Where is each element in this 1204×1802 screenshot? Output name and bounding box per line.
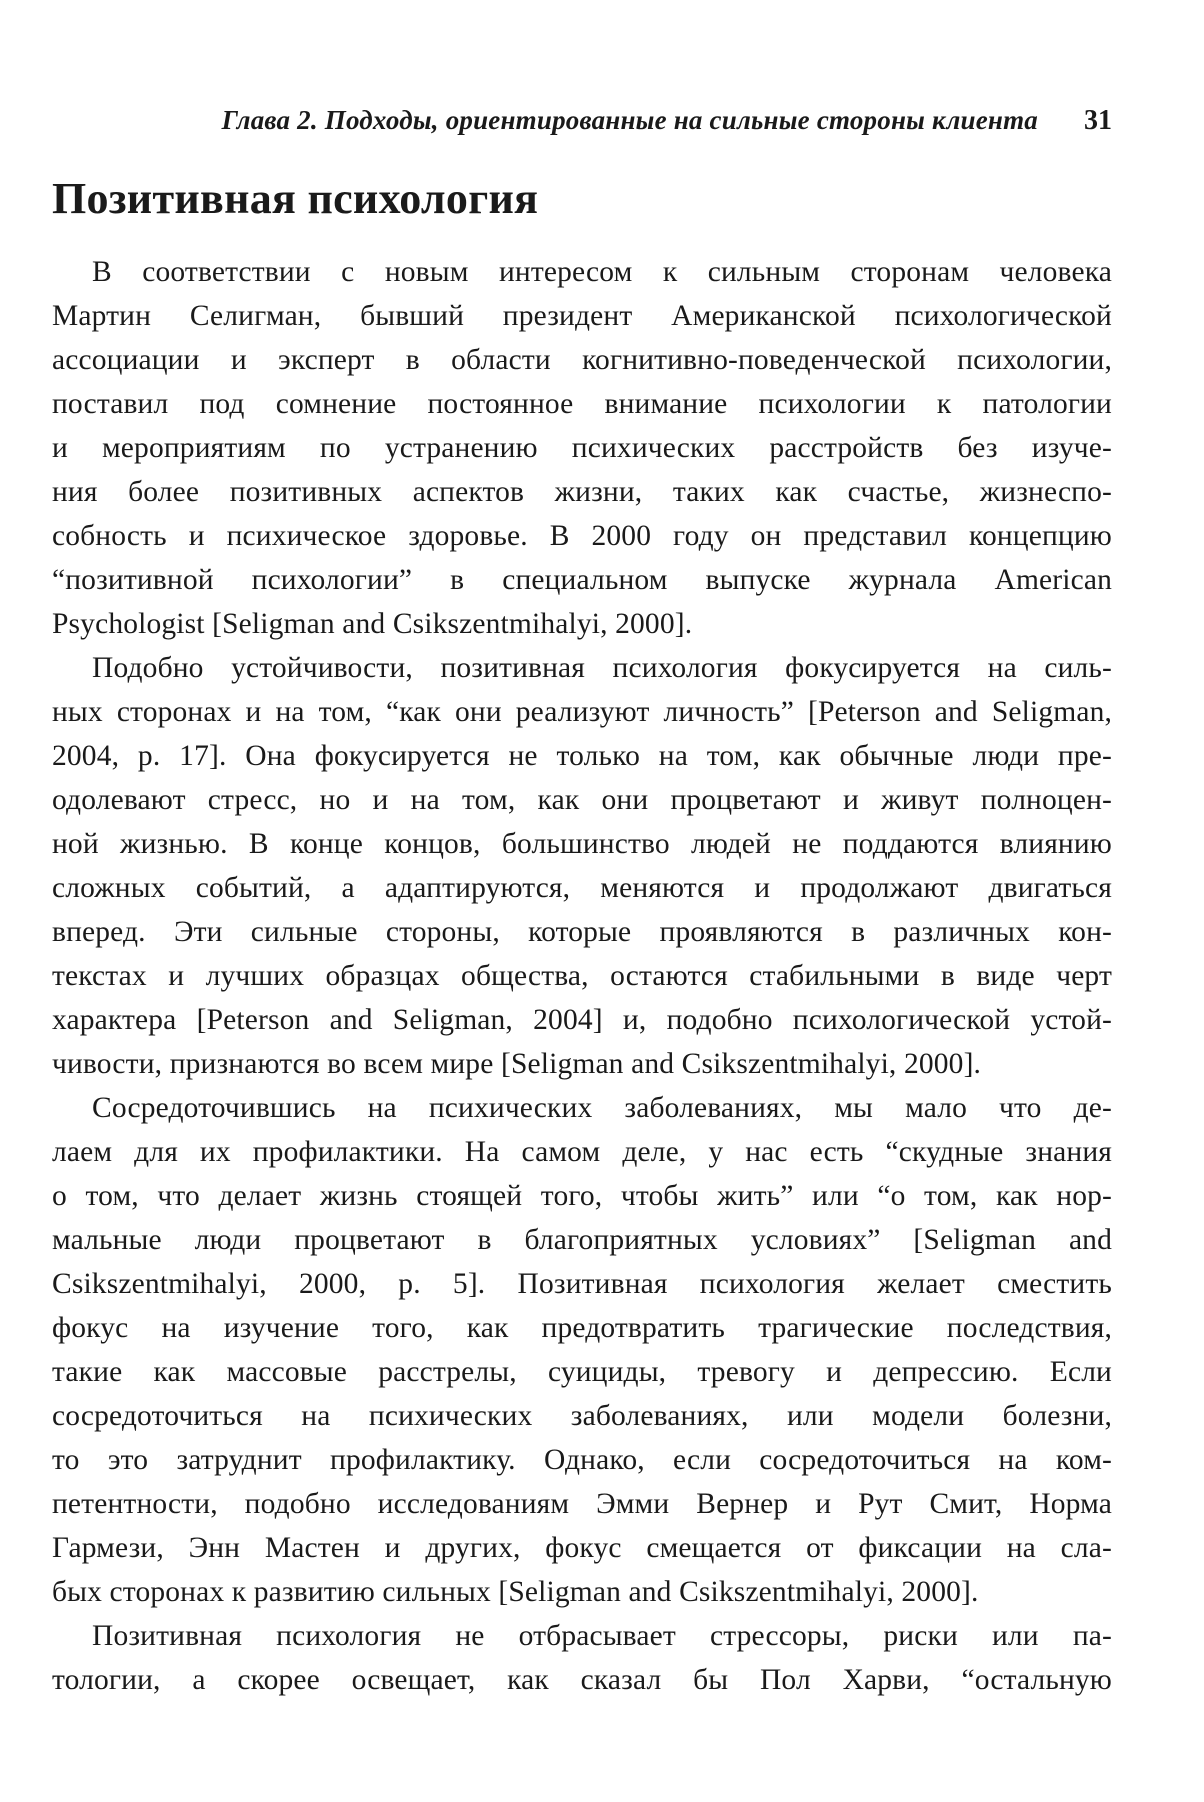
text-line: то это затруднит профилактику. Однако, если сосредоточиться на ком- xyxy=(52,1444,1112,1476)
text-line: мальные люди процветают в благоприятных условиях” [Seligman and xyxy=(52,1224,1112,1256)
text-line: Гармези, Энн Мастен и других, фокус смещается от фиксации на сла- xyxy=(52,1532,1112,1564)
text-line: и мероприятиям по устранению психических расстройств без изуче- xyxy=(52,432,1112,464)
text-line: одолевают стресс, но и на том, как они процветают и живут полноцен- xyxy=(52,784,1112,816)
body-text xyxy=(52,250,1112,1702)
text-line: В соответствии с новым интересом к сильным сторонам человека xyxy=(92,256,1112,288)
text-line: ных сторонах и на том, “как они реализуют личность” [Peterson and Seligman, xyxy=(52,696,1112,728)
text-line: текстах и лучших образцах общества, остаются стабильными в виде черт xyxy=(52,960,1112,992)
text-line: о том, что делает жизнь стоящей того, чтобы жить” или “о том, как нор- xyxy=(52,1180,1112,1212)
text-line: Csikszentmihalyi, 2000, p. 5]. Позитивная психология желает сместить xyxy=(52,1268,1112,1300)
text-line: лаем для их профилактики. На самом деле, у нас есть “скудные знания xyxy=(52,1136,1112,1168)
text-line: “позитивной психологии” в специальном выпуске журнала American xyxy=(52,564,1112,596)
text-line: петентности, подобно исследованиям Эмми Вернер и Рут Смит, Норма xyxy=(52,1488,1112,1520)
text-line: Сосредоточившись на психических заболеваниях, мы мало что де- xyxy=(92,1092,1112,1124)
text-line: Мартин Селигман, бывший президент Американской психологической xyxy=(52,300,1112,332)
text-line: ния более позитивных аспектов жизни, таких как счастье, жизнеспо- xyxy=(52,476,1112,508)
text-line: тологии, а скорее освещает, как сказал бы Пол Харви, “остальную xyxy=(52,1664,1112,1696)
text-line: Позитивная психология не отбрасывает стрессоры, риски или па- xyxy=(92,1620,1112,1652)
text-line: чивости, признаются во всем мире [Seligman and Csikszentmihalyi, 2000]. xyxy=(52,1048,982,1080)
text-line: Psychologist [Seligman and Csikszentmihalyi, 2000]. xyxy=(52,608,693,640)
text-line: сосредоточиться на психических заболеваниях, или модели болезни, xyxy=(52,1400,1112,1432)
running-header xyxy=(52,100,1112,141)
text-line: сложных событий, а адаптируются, меняются и продолжают двигаться xyxy=(52,872,1112,904)
section-title: Позитивная психология xyxy=(52,174,539,223)
page-number: 31 xyxy=(1084,105,1112,136)
text-line: поставил под сомнение постоянное внимание психологии к патологии xyxy=(52,388,1112,420)
text-line: Подобно устойчивости, позитивная психология фокусируется на силь- xyxy=(92,652,1112,684)
text-line: ной жизнью. В конце концов, большинство людей не поддаются влиянию xyxy=(52,828,1112,860)
text-line: характера [Peterson and Seligman, 2004] и, подобно психологической устой- xyxy=(52,1004,1112,1036)
text-line: собность и психическое здоровье. В 2000 году он представил концепцию xyxy=(52,520,1112,552)
text-line: бых сторонах к развитию сильных [Seligman and Csikszentmihalyi, 2000]. xyxy=(52,1576,979,1608)
text-line: такие как массовые расстрелы, суициды, тревогу и депрессию. Если xyxy=(52,1356,1112,1388)
text-line: фокус на изучение того, как предотвратить трагические последствия, xyxy=(52,1312,1112,1344)
chapter-running-title: Глава 2. Подходы, ориентированные на сильные стороны клиента xyxy=(221,105,1038,135)
text-line: 2004, p. 17]. Она фокусируется не только на том, как обычные люди пре- xyxy=(52,740,1112,772)
text-line: вперед. Эти сильные стороны, которые проявляются в различных кон- xyxy=(52,916,1112,948)
text-line: ассоциации и эксперт в области когнитивно-поведенческой психологии, xyxy=(52,344,1112,376)
